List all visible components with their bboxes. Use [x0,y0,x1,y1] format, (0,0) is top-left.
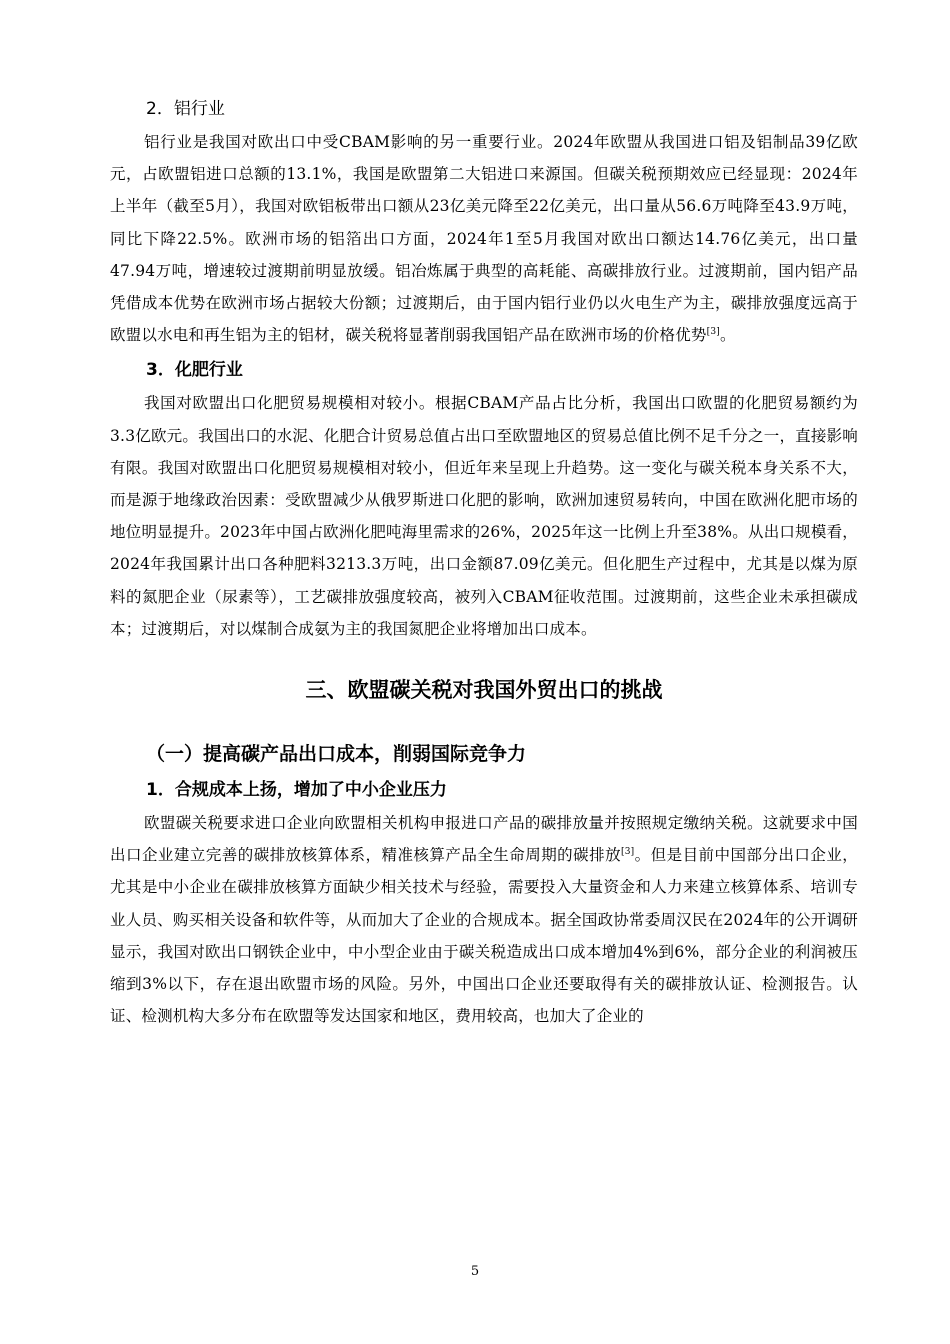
compliance-citation[interactable]: [3] [621,847,635,858]
aluminum-citation[interactable]: [3] [706,327,720,338]
compliance-text-a: 欧盟碳关税要求进口企业向欧盟相关机构申报进口产品的碳排放量并按照规定缴纳关税。这就要求中国出口企业建立完善的碳排放核算体系，精准核算产品全生命周期的碳排放 [110,814,858,865]
fertilizer-paragraph: 我国对欧盟出口化肥贸易规模相对较小。根据CBAM产品占比分析，我国出口欧盟的化肥贸易额约为3.3亿欧元。我国出口的水泥、化肥合计贸易总值占出口至欧盟地区的贸易总值比例不足千分之一，直接影响有限。我国对欧盟出口化肥贸易规模相对较小，但近年来呈现上升趋势。这一变化与碳关税本身关系不大，而是源于地缘政治因素：受欧盟减少从俄罗斯进口化肥的影响，欧洲加速贸易转向，中国在欧洲化肥市场的地位明显提升。2023年中国占欧洲化肥吨海里需求的26%，2025年这一比例上升至38%。从出口规模看，2024年我国累计出口各种肥料3213.3万吨，出口金额87.09亿美元。但化肥生产过程中，尤其是以煤为原料的氮肥企业（尿素等），工艺碳排放强度较高，被列入CBAM征收范围。过渡期前，这些企业未承担碳成本；过渡期后，对以煤制合成氨为主的我国氮肥企业将增加出口成本。 [110,394,858,638]
aluminum-text: 铝行业是我国对欧出口中受CBAM影响的另一重要行业。2024年欧盟从我国进口铝及铝制品39亿欧元，占欧盟铝进口总额的13.1%，我国是欧盟第二大铝进口来源国。但碳关税预期效应已经显现：2024年上半年（截至5月），我国对欧铝板带出口额从23亿美元降至22亿美元，出口量从56.6万吨降至43.9万吨，同比下降22.5%。欧洲市场的铝箔出口方面，2024年1至5月我国对欧出口额达14.76亿美元，出口量47.94万吨，增速较过渡期前明显放缓。铝冶炼属于典型的高耗能、高碳排放行业。过渡期前，国内铝产品凭借成本优势在欧洲市场占据较大份额；过渡期后，由于国内铝行业仍以火电生产为主，碳排放强度远高于欧盟以水电和再生铝为主的铝材，碳关税将显著削弱我国铝产品在欧洲市场的价格优势 [110,133,858,345]
fertilizer-heading: 3．化肥行业 [146,360,243,381]
page-number: 5 [470,1264,480,1279]
aluminum-heading: 2．铝行业 [146,99,225,119]
compliance-heading: 1．合规成本上扬，增加了中小企业压力 [146,780,447,801]
page-content [110,92,858,1032]
aluminum-paragraph [110,126,858,351]
chapter-title: 三、欧盟碳关税对我国外贸出口的挑战 [305,678,663,703]
compliance-paragraph [110,807,858,1032]
compliance-text-b: 。但是目前中国部分出口企业，尤其是中小企业在碳排放核算方面缺少相关技术与经验，需要投入大量资金和人力来建立核算体系、培训专业人员、购买相关设备和软件等，从而加大了企业的合规成本。据全国政协常委周汉民在2024年的公开调研显示，我国对欧出口钢铁企业中，中小型企业由于碳关税造成出口成本增加4%到6%，部分企业的利润被压缩到3%以下，存在退出欧盟市场的风险。另外，中国出口企业还要取得有关的碳排放认证、检测报告。认证、检测机构大多分布在欧盟等发达国家和地区，费用较高，也加大了企业的 [110,846,858,1026]
subsection-title: （一）提高碳产品出口成本，削弱国际竞争力 [146,743,527,766]
aluminum-text-end: 。 [719,326,736,345]
